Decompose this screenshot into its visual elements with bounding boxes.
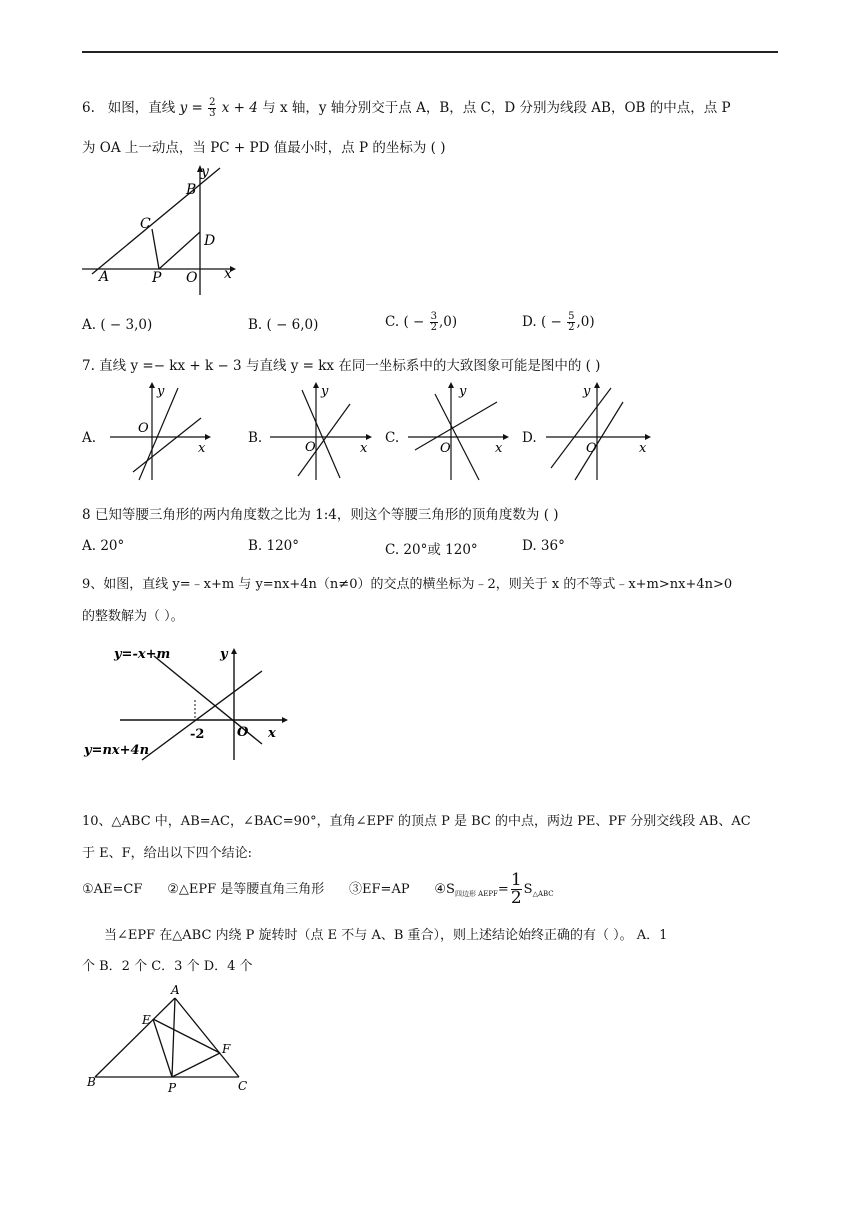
q6-eq-rhs: x + 4 (221, 100, 258, 116)
q6-fig-d: D (204, 233, 216, 249)
svg-text:y: y (583, 384, 591, 399)
q9-fig-label-l1: y=-x+m (114, 647, 171, 662)
q6-figure (80, 160, 240, 300)
svg-text:x: x (639, 441, 647, 456)
q7-graph-c[interactable] (403, 380, 513, 485)
svg-text:x: x (268, 726, 276, 741)
q6-option-d[interactable]: D. ( − $\frac{5}{2}$ ,0) (522, 311, 595, 333)
q10-fig-e: E (142, 1013, 151, 1027)
q7-option-c-label[interactable]: C. (385, 430, 400, 446)
q6-text-a: 如图，直线 (107, 100, 176, 116)
q10-conclusion-1: ①AE=CF (82, 882, 143, 897)
q10-line4: 当∠EPF 在△ABC 内绕 P 旋转时（点 E 不与 A、B 重合），则上述结论始终正确的有（ ）。 A．1 (104, 928, 668, 943)
q10-conclusion-2: ②△EPF 是等腰直角三角形 (167, 882, 325, 897)
svg-text:y: y (220, 647, 228, 662)
q6-line2: 为 OA 上一动点，当 PC + PD 值最小时，点 P 的坐标为 ( ) (82, 140, 446, 156)
q10-conclusions (82, 872, 554, 907)
q6-fig-p: P (152, 270, 162, 286)
q9-line2: 的整数解为（ ）。 (82, 609, 184, 624)
q6-eq-lhs: y = (179, 100, 203, 116)
q10-line1: 10、△ABC 中，AB=AC，∠BAC=90°，直角∠EPF 的顶点 P 是 BC 的中点，两边 PE、PF 分别交线段 AB、AC (82, 814, 751, 829)
q7-stem: 7. 直线 y =− kx + k − 3 与直线 y = kx 在同一坐标系中的大致图象可能是图中的 ( ) (82, 358, 601, 374)
q8-option-b[interactable]: B. 120° (248, 538, 300, 554)
q8-option-d[interactable]: D. 36° (522, 538, 565, 554)
svg-text:y: y (321, 384, 329, 399)
svg-text:y: y (459, 384, 467, 399)
q8-option-c[interactable]: C. 20°或 120° (385, 542, 478, 558)
q7-graph-b[interactable] (268, 380, 378, 485)
q9-fig-label-l2: y=nx+4n (84, 743, 150, 758)
q7-graph-a[interactable] (105, 380, 215, 485)
q6-fig-a: A (99, 269, 110, 285)
q6-option-a[interactable]: A. ( − 3,0) (82, 317, 153, 333)
q8-option-a[interactable]: A. 20° (82, 538, 125, 554)
q6-fig-x: x (224, 266, 232, 282)
q6-fig-o: O (186, 270, 198, 286)
q6-fig-c: C (140, 216, 151, 232)
q10-fig-a: A (171, 983, 180, 997)
svg-text:O: O (237, 725, 249, 740)
svg-text:O: O (305, 440, 316, 455)
svg-text:x: x (198, 441, 206, 456)
q7-option-a-label[interactable]: A. (82, 430, 97, 446)
q8-stem: 8 已知等腰三角形的两内角度数之比为 1:4，则这个等腰三角形的顶角度数为 ( ) (82, 507, 559, 523)
q6-line1 (82, 96, 731, 119)
q10-line2: 于 E、F，给出以下四个结论: (82, 846, 253, 861)
q6-fraction: $\frac{2}{3}$ (209, 97, 216, 119)
q9-line1: 9、如图，直线 y=﹣x+m 与 y=nx+4n（n≠0）的交点的横坐标为﹣2，则关于 x 的不等式﹣x+m>nx+4n>0 (82, 577, 733, 592)
svg-text:y: y (157, 384, 165, 399)
q7-option-d-label[interactable]: D. (522, 430, 537, 446)
q6-fig-y: y (201, 164, 209, 180)
q10-fig-p: P (168, 1081, 177, 1095)
q10-fig-f: F (222, 1042, 231, 1056)
q9-figure (82, 640, 297, 770)
q10-conclusion-3: ③EF=AP (349, 882, 410, 897)
q6-fig-b: B (186, 182, 197, 198)
q10-fig-c: C (238, 1079, 248, 1093)
svg-text:O: O (138, 421, 149, 436)
q6-number: 6. (82, 100, 95, 116)
q10-fig-b: B (87, 1075, 96, 1089)
svg-text:-2: -2 (190, 727, 205, 742)
q6-option-b[interactable]: B. ( − 6,0) (248, 317, 319, 333)
q6-option-c[interactable]: C. ( − $\frac{3}{2}$ ,0) (385, 311, 458, 333)
q6-text-b: 与 x 轴，y 轴分别交于点 A，B，点 C，D 分别为线段 AB，OB 的中点，点 P (262, 100, 731, 116)
q10-conclusion-4: $④S_{四边形 AEPF}=$ $\frac{1}{2}$ $S_{\triangle ABC}$ (434, 870, 554, 908)
svg-text:x: x (495, 441, 503, 456)
q7-option-b-label[interactable]: B. (248, 430, 263, 446)
q10-figure (82, 982, 262, 1097)
header-rule (82, 51, 778, 53)
q10-line5: 个 B．2 个 C．3 个 D．4 个 (82, 959, 253, 974)
svg-text:O: O (440, 441, 451, 456)
svg-text:O: O (586, 441, 597, 456)
q7-graph-d[interactable] (541, 380, 656, 485)
svg-text:x: x (360, 441, 368, 456)
